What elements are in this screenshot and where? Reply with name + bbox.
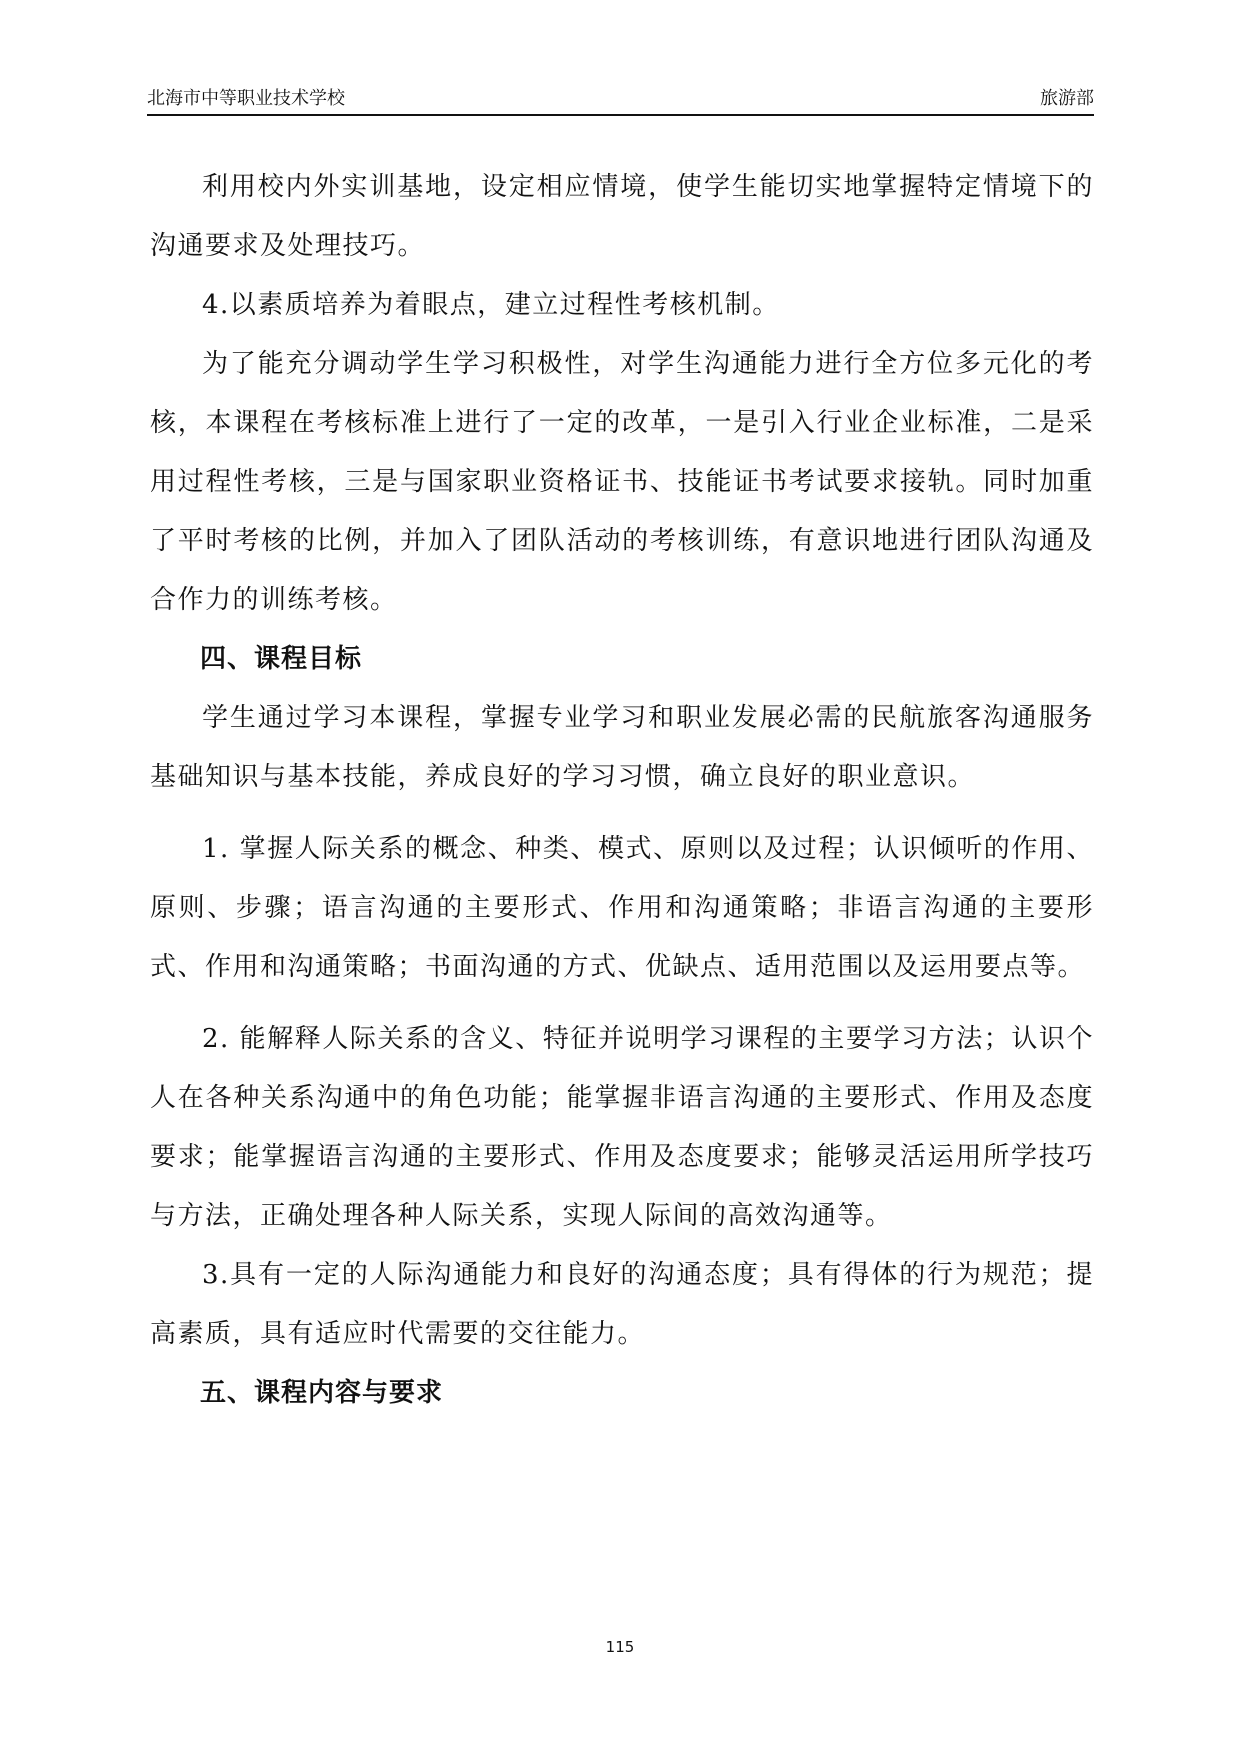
- page-number: 115: [605, 1638, 635, 1656]
- paragraph-objectives-intro: 学生通过学习本课程，掌握专业学习和职业发展必需的民航旅客沟通服务基础知识与基本技能，养成良好的学习习惯，确立良好的职业意识。: [150, 703, 1094, 792]
- header-school-name: 北海市中等职业技术学校: [147, 88, 345, 109]
- paragraph-assessment-point-4: 4.以素质培养为着眼点，建立过程性考核机制。: [202, 290, 780, 320]
- paragraph-training-base: 利用校内外实训基地，设定相应情境，使学生能切实地掌握特定情境下的沟通要求及处理技巧。: [150, 172, 1094, 261]
- paragraph-objective-3: 3.具有一定的人际沟通能力和良好的沟通态度；具有得体的行为规范；提高素质，具有适应时代需要的交往能力。: [150, 1260, 1094, 1349]
- header-department: 旅游部: [1040, 88, 1094, 109]
- section-heading-course-content: 五、课程内容与要求: [200, 1378, 444, 1408]
- section-heading-course-objectives: 四、课程目标: [200, 644, 363, 674]
- paragraph-objective-1: 1. 掌握人际关系的概念、种类、模式、原则以及过程；认识倾听的作用、原则、步骤；语言沟通的主要形式、作用和沟通策略；非语言沟通的主要形式、作用和沟通策略；书面沟通的方式、优缺点、适用范围以及运用要点等。: [150, 834, 1094, 982]
- paragraph-assessment-reform: 为了能充分调动学生学习积极性，对学生沟通能力进行全方位多元化的考核，本课程在考核标准上进行了一定的改革，一是引入行业企业标准，二是采用过程性考核，三是与国家职业资格证书、技能证书考试要求接轨。同时加重了平时考核的比例，并加入了团队活动的考核训练，有意识地进行团队沟通及合作力的训练考核。: [150, 349, 1094, 615]
- page-body: [150, 158, 1094, 1423]
- page-header: [147, 84, 1094, 116]
- paragraph-objective-2: 2. 能解释人际关系的含义、特征并说明学习课程的主要学习方法；认识个人在各种关系沟通中的角色功能；能掌握非语言沟通的主要形式、作用及态度要求；能掌握语言沟通的主要形式、作用及态度要求；能够灵活运用所学技巧与方法，正确处理各种人际关系，实现人际间的高效沟通等。: [150, 1024, 1094, 1231]
